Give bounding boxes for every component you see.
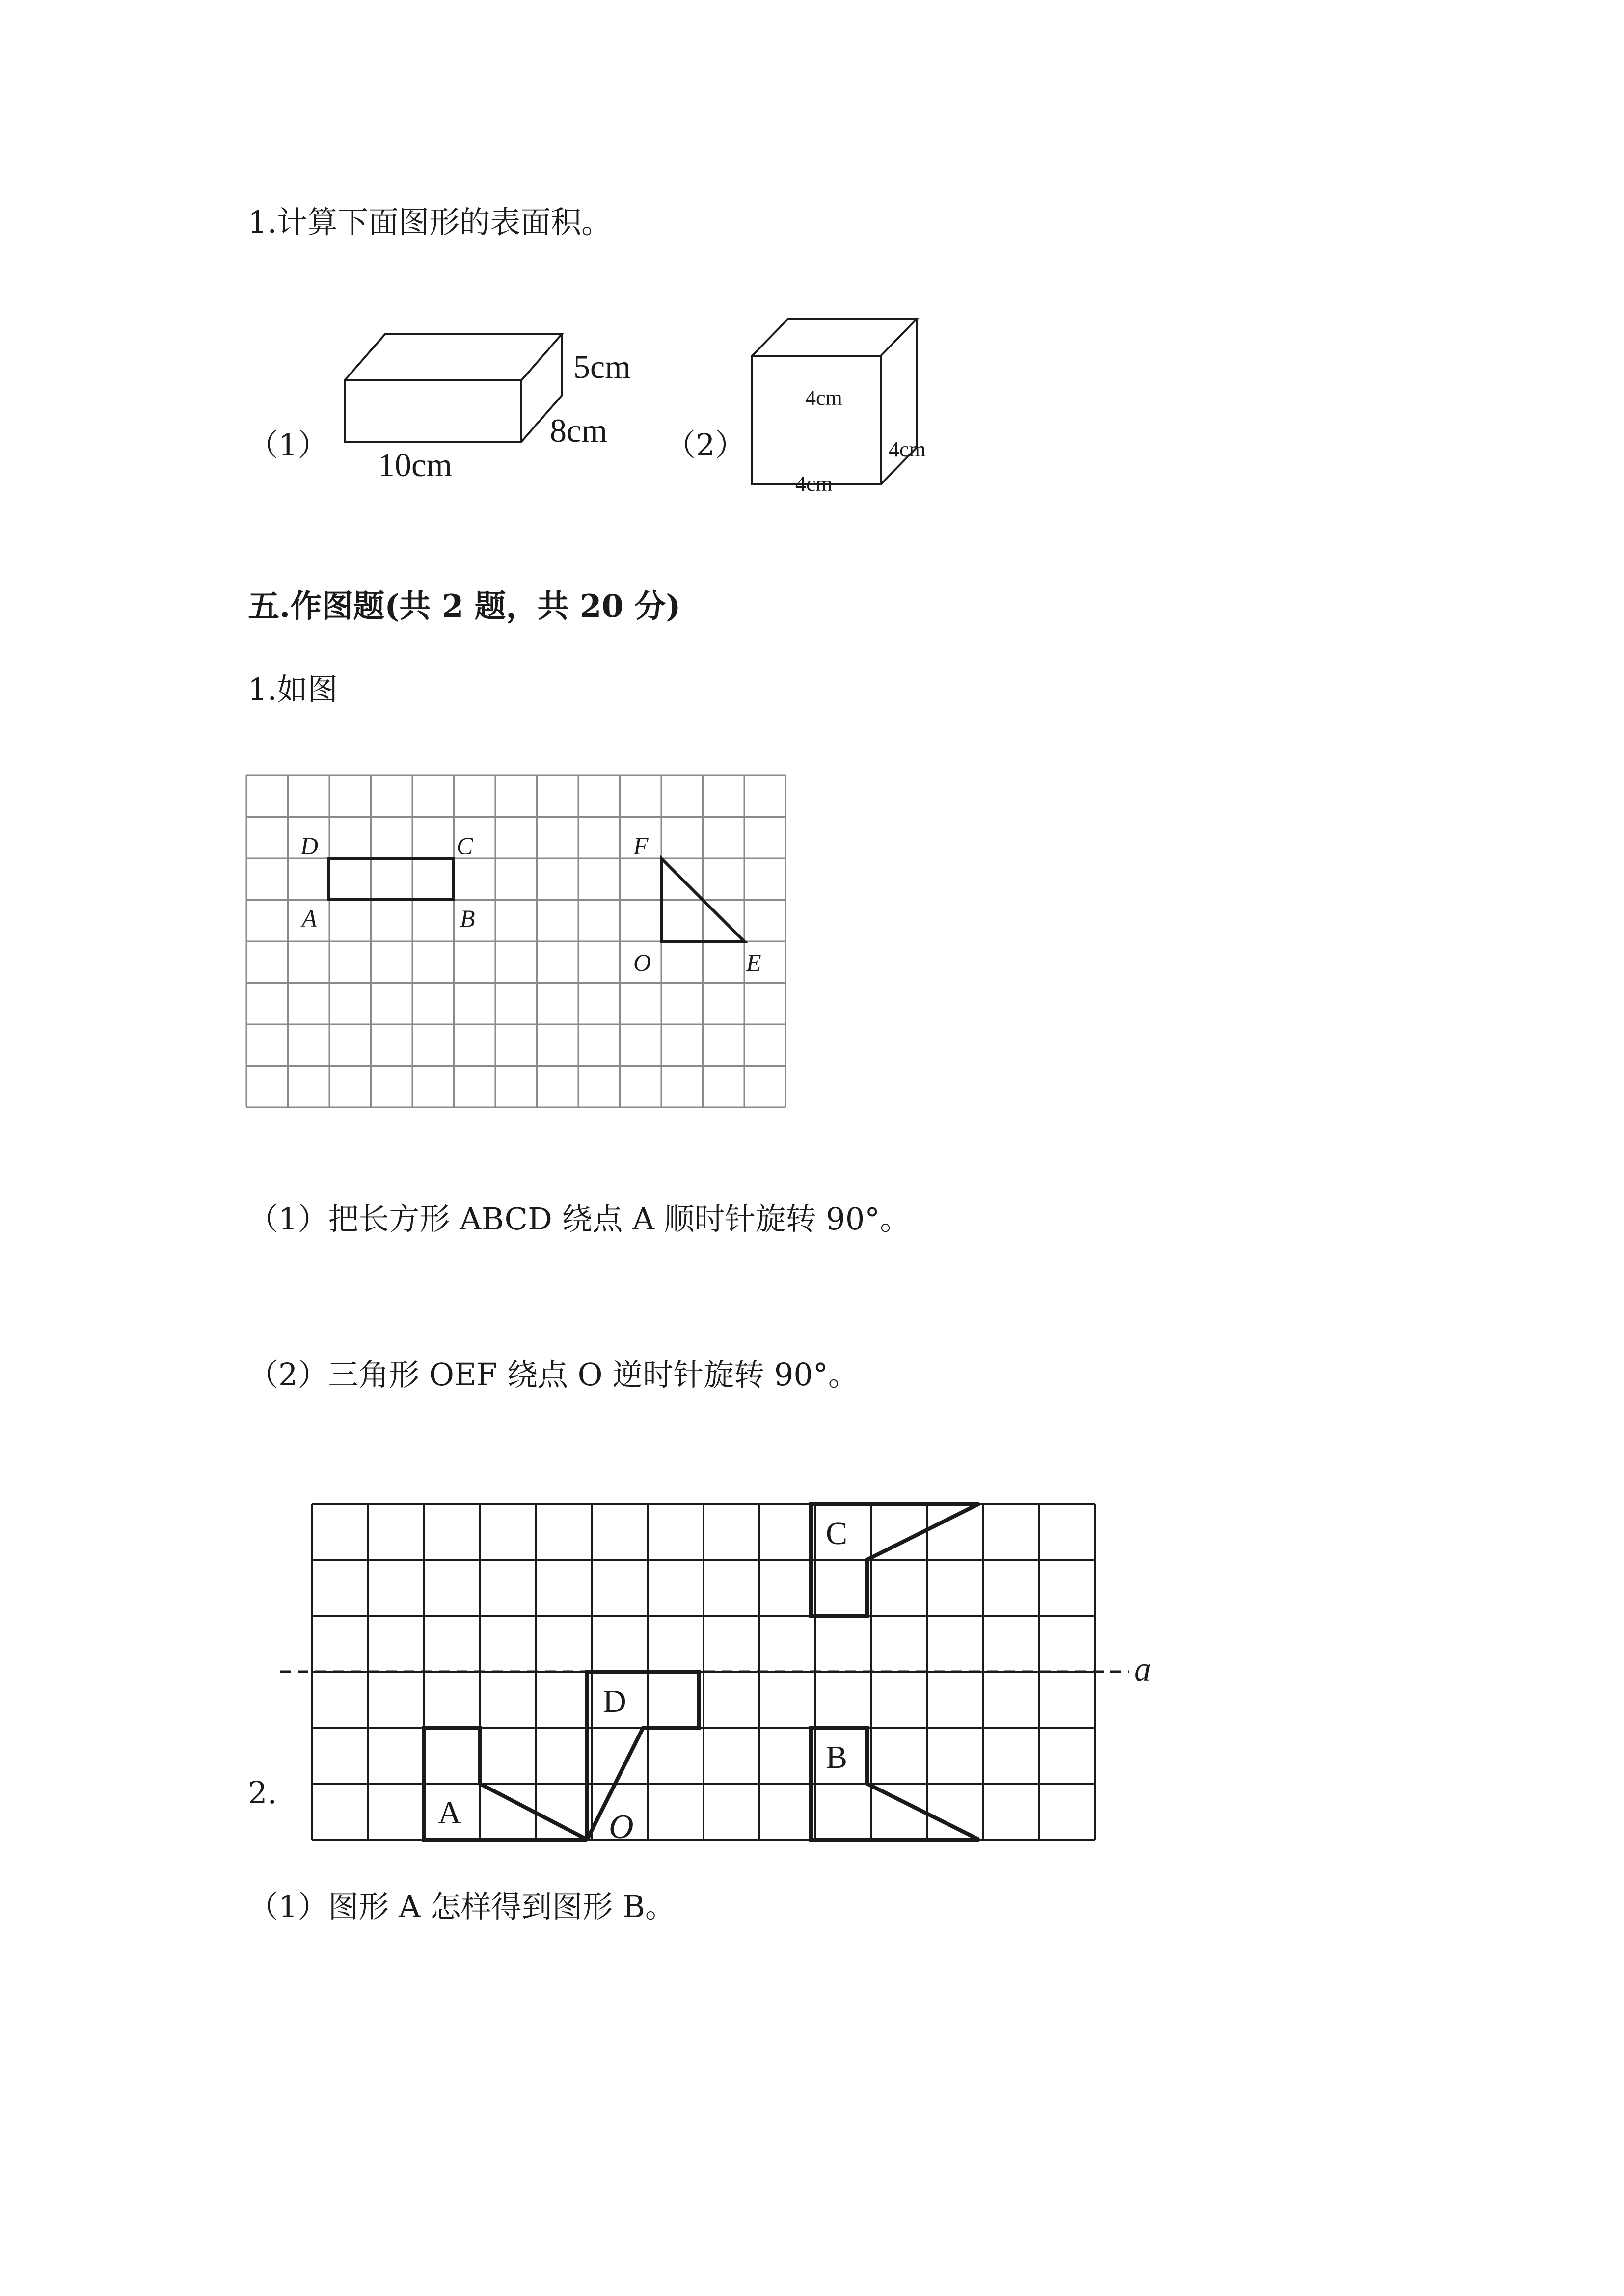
point-e-label: E <box>746 949 761 976</box>
cuboid-height-label: 5cm <box>573 348 631 385</box>
point-o-label: O <box>633 949 651 976</box>
cube-figure <box>741 309 947 506</box>
shape-d-label: D <box>603 1683 626 1719</box>
s5-q2-number: 2. <box>248 1775 277 1811</box>
q1-title: 1.计算下面图形的表面积。 <box>248 204 612 240</box>
rotation-grid-1 <box>245 775 790 1114</box>
s5-q1-title: 1.如图 <box>248 671 338 707</box>
cube-side-edge-label: 4cm <box>889 437 926 461</box>
transformation-grid-2 <box>275 1497 1188 1860</box>
cuboid-length-label: 10cm <box>378 446 453 483</box>
shape-a-label: A <box>438 1795 461 1831</box>
point-a-label: A <box>302 905 317 932</box>
s5-q1-sub2: （2）三角形 OEF 绕点 O 逆时针旋转 90°。 <box>248 1357 859 1392</box>
point-c-label: C <box>457 832 473 859</box>
point-o-label-2: O <box>609 1808 634 1846</box>
point-b-label: B <box>460 905 475 932</box>
shape-c-label: C <box>826 1516 848 1551</box>
s5-q1-sub1: （1）把长方形 ABCD 绕点 A 顺时针旋转 90°。 <box>248 1201 911 1237</box>
cuboid-figure <box>334 324 668 501</box>
axis-a-label: a <box>1134 1651 1151 1688</box>
point-f-label: F <box>633 832 649 859</box>
q1-part2-label: （2） <box>665 427 746 463</box>
cube-front-edge-label: 4cm <box>805 386 842 410</box>
q1-part1-label: （1） <box>248 427 328 463</box>
shape-b-label: B <box>826 1739 848 1775</box>
cuboid-width-label: 8cm <box>550 412 608 449</box>
s5-q2-sub1: （1）图形 A 怎样得到图形 B。 <box>248 1889 676 1924</box>
cube-bottom-edge-label: 4cm <box>795 472 833 496</box>
rectangle-abcd <box>329 858 454 900</box>
section-heading: 五.作图题(共 2 题，共 20 分) <box>248 588 681 625</box>
point-d-label: D <box>300 832 319 859</box>
